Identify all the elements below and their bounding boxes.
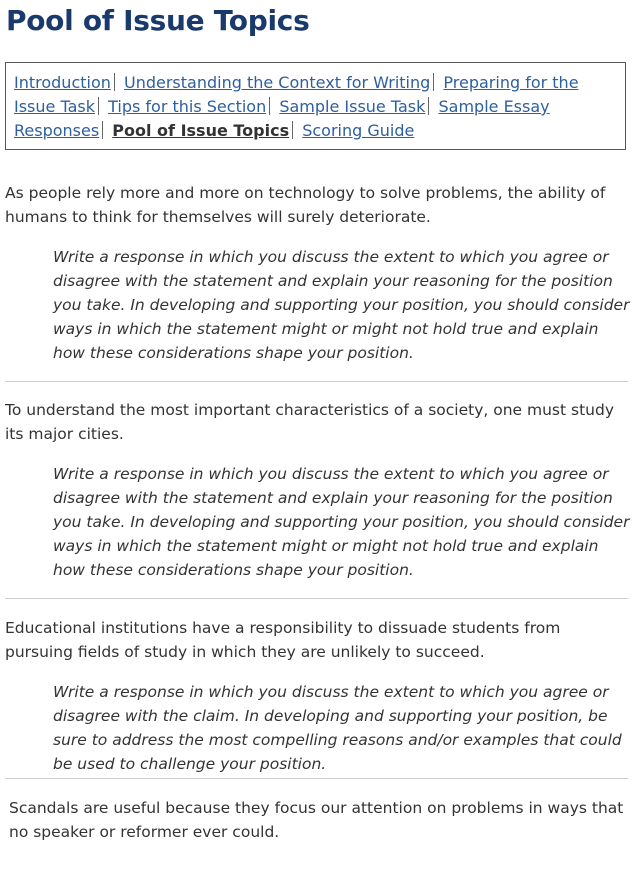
nav-separator (292, 121, 293, 139)
nav-link-sample-essay-responses[interactable]: Sample Essay Responses (14, 97, 550, 140)
issue-topic (5, 398, 630, 582)
section-nav (5, 62, 626, 150)
nav-separator (428, 97, 429, 115)
nav-separator (433, 73, 434, 91)
nav-link-preparing-issue-task[interactable]: Preparing for the Issue Task (14, 73, 579, 116)
topic-statement: As people rely more and more on technology to solve problems, the ability of humans to think for themselves will surely deteriorate. (5, 184, 606, 226)
nav-link-understanding-context[interactable]: Understanding the Context for Writing (123, 73, 431, 92)
topic-statement: Scandals are useful because they focus our attention on problems in ways that no speaker or reformer ever could. (9, 799, 624, 841)
nav-separator (114, 73, 115, 91)
nav-link-scoring-guide[interactable]: Scoring Guide (302, 121, 415, 140)
nav-separator (98, 97, 99, 115)
nav-link-tips-section[interactable]: Tips for this Section (108, 97, 267, 116)
issue-topic (9, 796, 630, 844)
topic-statement: Educational institutions have a responsibility to dissuade students from pursuing fields of study in which they are unlikely to succeed. (5, 619, 561, 661)
nav-link-introduction[interactable]: Introduction (14, 73, 111, 92)
nav-separator (269, 97, 270, 115)
topic-instruction: Write a response in which you discuss the extent to which you agree or disagree with the statement and explain your reasoning for the position you take. In developing and supporting your position, you should consider ways in which the statement might or might not hold true and explain how these considerations shape your position. (53, 248, 630, 362)
nav-current-pool-of-issue-topics: Pool of Issue Topics (112, 121, 290, 140)
issue-topic (5, 181, 630, 365)
topic-divider (5, 598, 628, 599)
topic-instruction: Write a response in which you discuss the extent to which you agree or disagree with the claim. In developing and supporting your position, be sure to address the most compelling reasons and/or examples that could be used to challenge your position. (53, 683, 622, 773)
topic-statement: To understand the most important characteristics of a society, one must study its major cities. (5, 401, 615, 443)
issue-topic (5, 616, 630, 776)
topic-instruction: Write a response in which you discuss the extent to which you agree or disagree with the statement and explain your reasoning for the position you take. In developing and supporting your position, you should consider ways in which the statement might or might not hold true and explain how these considerations shape your position. (53, 465, 630, 579)
nav-separator (102, 121, 103, 139)
page-title: Pool of Issue Topics (6, 4, 310, 37)
topic-divider (5, 778, 628, 779)
topic-divider (5, 381, 628, 382)
nav-link-sample-issue-task[interactable]: Sample Issue Task (279, 97, 426, 116)
